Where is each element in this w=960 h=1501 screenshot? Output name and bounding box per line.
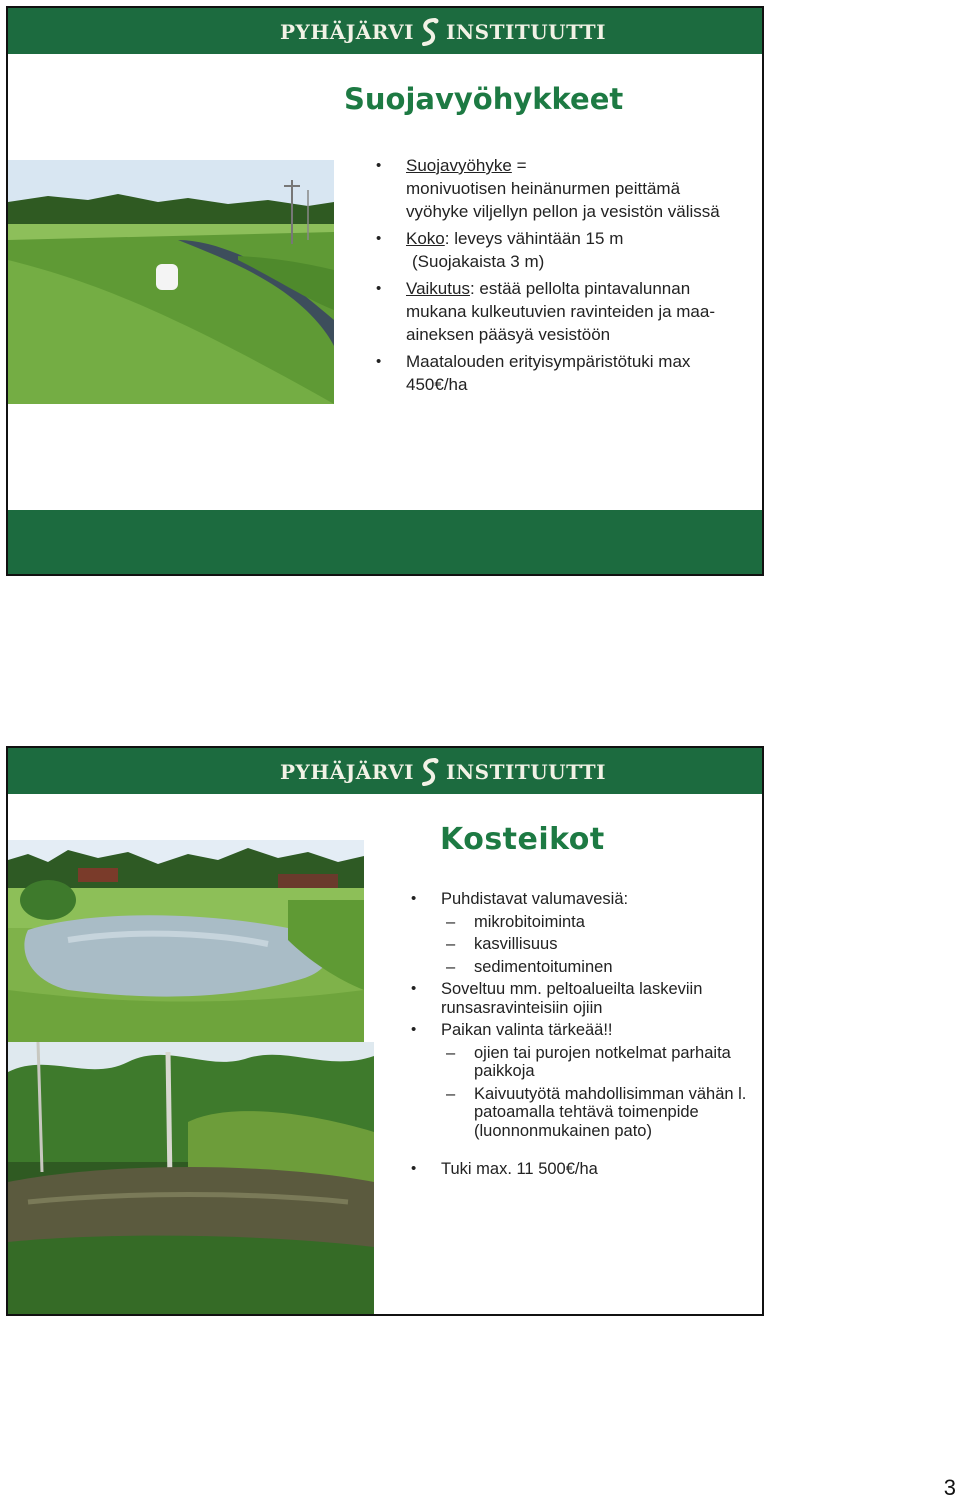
slide-header <box>8 8 762 54</box>
slide-suojavyohykkeet <box>6 6 764 576</box>
subbullet-sedimentation: – sedimentoituminen <box>474 958 751 977</box>
term-vaikutus: Vaikutus <box>406 279 470 298</box>
buffer-strip-image <box>8 160 334 404</box>
logo-right-text: INSTITUUTTI <box>446 20 606 44</box>
subbullet-microbes: – mikrobitoiminta <box>474 913 751 932</box>
bullet-subsidy: • Maatalouden erityisympäristötuki max 450€/ha <box>406 350 746 396</box>
bullet-continuation: monivuotisen heinänurmen peittämä vyöhyke viljellyn pellon ja vesistön välissä <box>406 179 720 221</box>
bullet-definition <box>406 154 746 177</box>
page-number: 3 <box>943 1475 956 1500</box>
logo-swirl-icon <box>417 757 443 787</box>
slide-footer-band <box>8 510 762 574</box>
bullet-size <box>406 227 746 250</box>
bullet-text: : estää pellolta pintavalunnan mukana kulkeutuvien ravinteiden ja maa-aineksen pääsyä vesistöön <box>406 279 716 344</box>
term-suojavyohyke: Suojavyöhyke <box>406 156 512 175</box>
logo-left-text: PYHÄJÄRVI <box>280 760 414 784</box>
bullet-location: • Paikan valinta tärkeää!! <box>441 1021 751 1040</box>
meadow-wetland-photo <box>8 840 364 1042</box>
subbullet-excavation: – Kaivuutyötä mahdollisimman vähän l. patoamalla tehtävä toimenpide (luonnonmukainen pato) <box>474 1085 751 1141</box>
subbullet-vegetation: – kasvillisuus <box>474 935 751 954</box>
bullet-suitability: • Soveltuu mm. peltoalueilta laskeviin runsasravinteisiin ojiin <box>441 980 751 1017</box>
pyhajarvi-instituutti-logo <box>280 18 606 46</box>
bullet-continuation: (Suojakaista 3 m) <box>412 252 545 271</box>
bullet-text: = <box>511 156 527 175</box>
forest-wetland-image <box>8 1042 374 1314</box>
bullet-purifies: • Puhdistavat valumavesiä: <box>441 890 751 909</box>
slide-kosteikot <box>6 746 764 1316</box>
subbullet-depressions: – ojien tai purojen notkelmat parhaita paikkoja <box>474 1044 751 1081</box>
slide-header <box>8 748 762 794</box>
bullet-subsidy: • Tuki max. 11 500€/ha <box>441 1160 751 1179</box>
bullet-list <box>441 890 751 1179</box>
slide-title: Suojavyöhykkeet <box>344 82 624 116</box>
bullet-list <box>406 154 746 396</box>
pyhajarvi-instituutti-logo <box>280 758 606 786</box>
term-koko: Koko <box>406 229 445 248</box>
forest-wetland-photo <box>8 1042 374 1314</box>
logo-right-text: INSTITUUTTI <box>446 760 606 784</box>
bullet-effect <box>406 277 746 346</box>
meadow-wetland-image <box>8 840 364 1042</box>
slide-title: Kosteikot <box>440 822 605 857</box>
logo-left-text: PYHÄJÄRVI <box>280 20 414 44</box>
buffer-strip-photo <box>8 160 334 404</box>
bullet-text: : leveys vähintään 15 m <box>444 229 624 248</box>
logo-swirl-icon <box>417 17 443 47</box>
